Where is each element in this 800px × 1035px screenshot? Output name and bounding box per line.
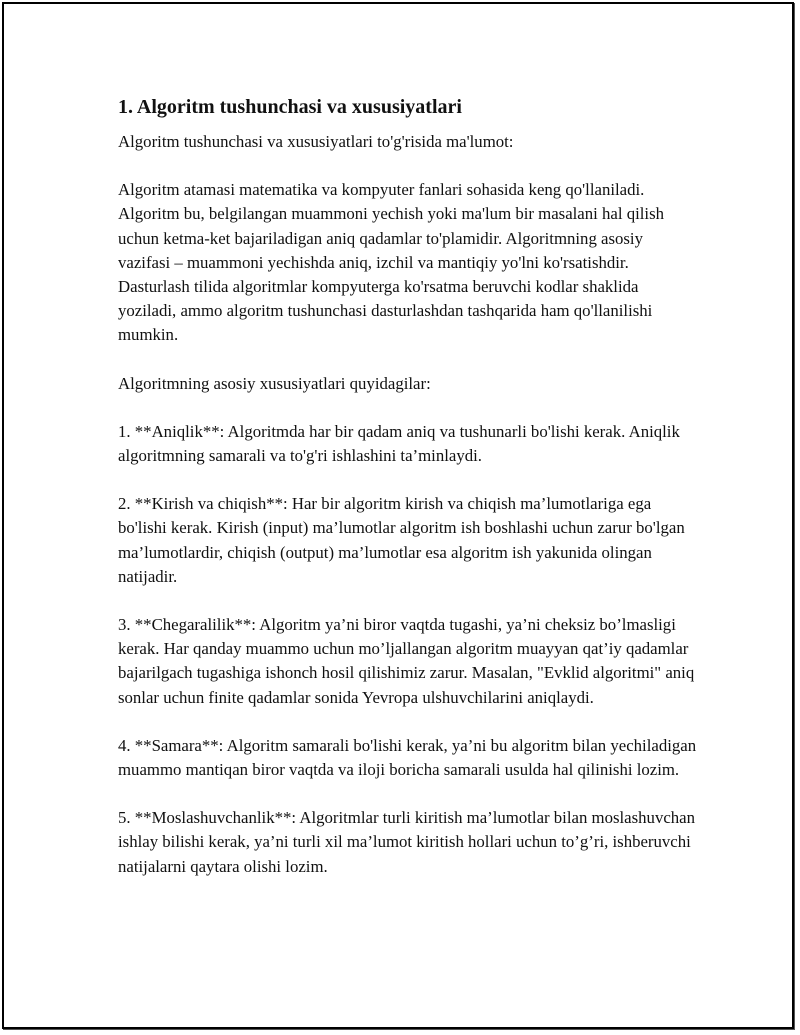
definition-paragraph: Algoritm atamasi matematika va kompyuter fanlari sohasida keng qo'llaniladi. Algoritm bu, belgilangan muammoni yechish yoki ma'lum bir masalani hal qilish uchun ketma-ket bajariladigan aniq qadamlar to'plamidir. Algoritmning asosiy vazifasi – muammoni yechishda aniq, izchil va mantiqiy yo'lni ko'rsatishdir. Dasturlash tilida algoritmlar kompyuterga ko'rsatma beruvchi kodlar shaklida yoziladi, ammo algoritm tushunchasi dasturlashdan tashqarida ham qo'llanilishi mumkin. bbox=[118, 180, 664, 345]
property-efficiency-paragraph: 4. **Samara**: Algoritm samarali bo'lishi kerak, ya’ni bu algoritm bilan yechiladigan muammo mantiqan biror vaqtda va iloji boricha samarali usulda hal qilinishi lozim. bbox=[118, 735, 697, 780]
properties-intro-paragraph: Algoritmning asosiy xususiyatlari quyidagilar: bbox=[118, 373, 431, 393]
document-body bbox=[118, 94, 698, 903]
property-input-output-paragraph: 2. **Kirish va chiqish**: Har bir algoritm kirish va chiqish ma’lumotlariga ega bo'lishi kerak. Kirish (input) ma’lumotlar algoritm ish boshlashi uchun zarur bo'lgan ma’lumotlardir, chiqish (output) ma’lumotlar esa algoritm ish yakunida olingan natijadir. bbox=[118, 494, 685, 586]
property-accuracy-paragraph: 1. **Aniqlik**: Algoritmda har bir qadam aniq va tushunarli bo'lishi kerak. Aniqlik algoritmning samarali va to'g'ri ishlashini ta’minlaydi. bbox=[118, 421, 680, 466]
property-flexibility-paragraph: 5. **Moslashuvchanlik**: Algoritmlar turli kiritish ma’lumotlar bilan moslashuvchan ishlay bilishi kerak, ya’ni turli xil ma’lumot kiritish hollari uchun to’g’ri, ishberuvchi natijalarni qaytara olishi lozim. bbox=[118, 808, 696, 876]
property-finiteness-paragraph: 3. **Chegaralilik**: Algoritm ya’ni biror vaqtda tugashi, ya’ni cheksiz bo’lmasligi kerak. Har qanday muammo uchun mo’ljallangan algoritm muayyan qat’iy qadamlar bajarilgach tugashiga ishonch hosil qilishimiz zarur. Masalan, "Evklid algoritmi" aniq sonlar uchun finite qadamlar sonida Yevropa ulshuvchilarini aniqlaydi. bbox=[118, 615, 695, 707]
intro-paragraph: Algoritm tushunchasi va xususiyatlari to'g'risida ma'lumot: bbox=[118, 132, 514, 151]
page-title: 1. Algoritm tushunchasi va xususiyatlari bbox=[118, 96, 462, 118]
